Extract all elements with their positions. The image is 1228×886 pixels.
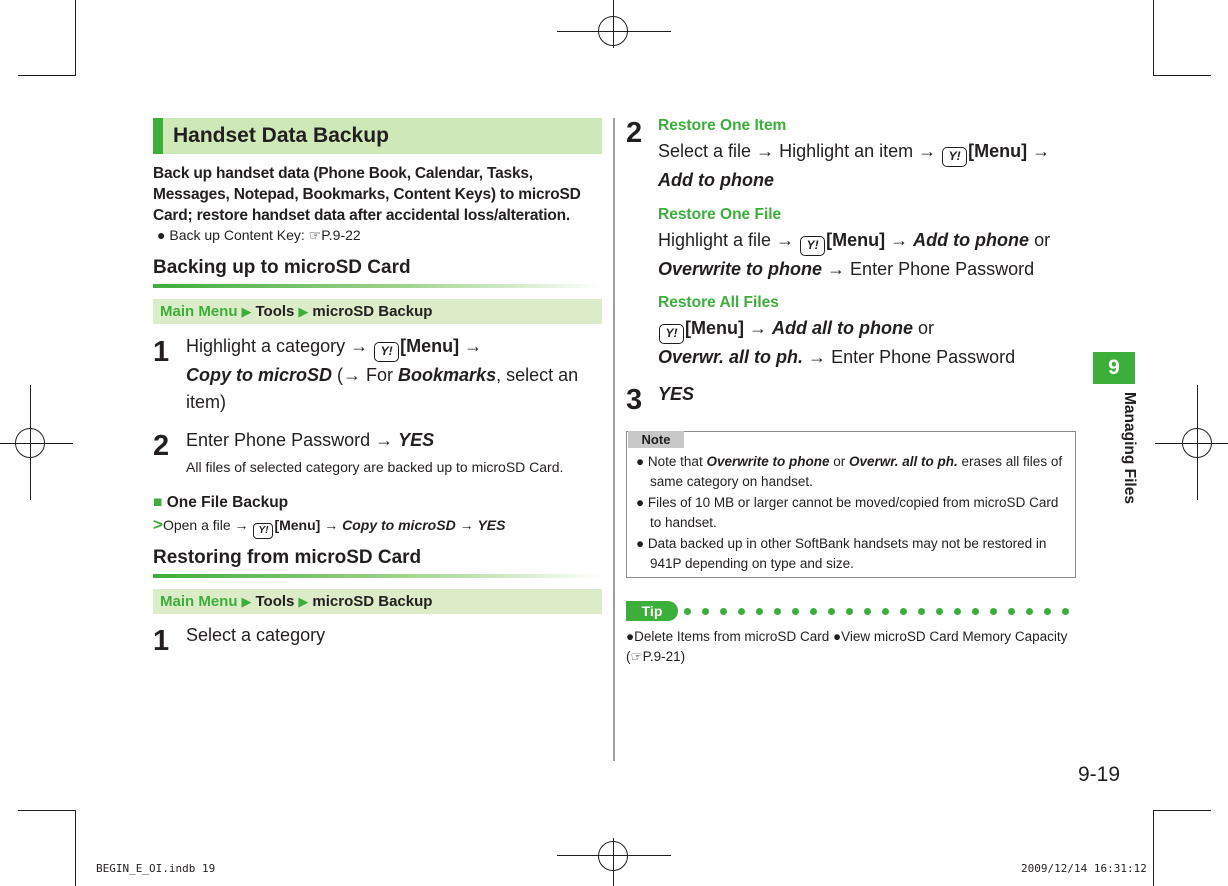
chapter-number: 9 — [1093, 352, 1135, 384]
restore-menu-path: Main Menu ▶ Tools ▶ microSD Backup — [153, 589, 602, 614]
backup-step1: Highlight a category → Y! [Menu] → Copy to microSD (→ For Bookmarks, select an item) — [186, 336, 579, 412]
intro-text: Back up handset data (Phone Book, Calendar, Tasks, Messages, Notepad, Bookmarks, Content Keys) to microSD Card; restore handset data after accidental loss/alteration. — [153, 165, 581, 224]
backup-step2-note: All files of selected category are backed up to microSD Card. — [186, 459, 564, 475]
reference-icon: ☞ — [308, 227, 322, 243]
triangle-right-icon: ▶ — [298, 304, 309, 319]
yahoo-key-icon: Y! — [800, 236, 825, 256]
restore-all-files-steps: Y! [Menu] → Add all to phone or Overwr. all to ph. → Enter Phone Password — [658, 318, 1016, 367]
reference-icon: ☞ — [630, 649, 643, 664]
restore-heading: Restoring from microSD Card — [153, 547, 422, 568]
tip-text: ●Delete Items from microSD Card ●View microSD Card Memory Capacity (☞P.9-21) — [626, 629, 1068, 664]
section-title: Handset Data Backup — [153, 118, 602, 154]
backup-step2: Enter Phone Password → YES — [186, 430, 435, 450]
footer-timestamp: 2009/12/14 16:31:12 — [1021, 862, 1147, 875]
note-item: ● Files of 10 MB or larger cannot be moved/copied from microSD Card to handset. — [636, 495, 1059, 530]
restore-one-file-steps: Highlight a file → Y! [Menu] → Add to phone or Overwrite to phone → Enter Phone Password — [658, 230, 1051, 279]
heading-rule — [153, 284, 602, 288]
restore-step3: YES — [658, 384, 695, 404]
restore-one-file-head: Restore One File — [658, 206, 782, 223]
column-divider — [613, 118, 615, 761]
note-item: ● Note that Overwrite to phone or Overwr. all to ph. erases all files of same category on handset. — [636, 454, 1063, 489]
yahoo-key-icon: Y! — [942, 147, 967, 167]
heading-rule — [153, 574, 602, 578]
yahoo-key-icon: Y! — [253, 523, 273, 539]
chevron-right-icon: > — [153, 515, 163, 534]
intro-bullet: ● Back up Content Key: ☞P.9-22 — [157, 227, 361, 243]
step-number: 1 — [153, 625, 170, 657]
note-label: Note — [628, 431, 684, 448]
triangle-right-icon: ▶ — [241, 594, 252, 609]
backup-heading: Backing up to microSD Card — [153, 257, 411, 278]
one-file-backup-steps: >Open a file → Y! [Menu] → Copy to microSD → YES — [153, 515, 505, 539]
step-number: 2 — [626, 117, 643, 149]
step-number: 1 — [153, 336, 170, 368]
triangle-right-icon: ▶ — [298, 594, 309, 609]
tip-label: Tip — [626, 601, 678, 621]
restore-one-item-head: Restore One Item — [658, 117, 787, 134]
square-icon: ■ — [153, 494, 163, 511]
one-file-backup-title: ■ One File Backup — [153, 494, 289, 511]
yahoo-key-icon: Y! — [374, 342, 399, 362]
restore-all-files-head: Restore All Files — [658, 294, 779, 311]
footer-file: BEGIN_E_OI.indb 19 — [96, 862, 216, 875]
page-number: 9-19 — [1078, 763, 1121, 786]
step-number: 3 — [626, 384, 643, 416]
step-number: 2 — [153, 430, 170, 462]
note-item: ● Data backed up in other SoftBank handsets may not be restored in 941P depending on type and size. — [636, 536, 1047, 571]
triangle-right-icon: ▶ — [241, 304, 252, 319]
chapter-name: Managing Files — [1121, 392, 1138, 504]
restore-one-item-steps: Select a file → Highlight an item → Y! [Menu] → Add to phone — [658, 141, 1051, 190]
backup-menu-path: Main Menu ▶ Tools ▶ microSD Backup — [153, 299, 602, 324]
restore-step1: Select a category — [186, 625, 326, 645]
yahoo-key-icon: Y! — [659, 324, 684, 344]
